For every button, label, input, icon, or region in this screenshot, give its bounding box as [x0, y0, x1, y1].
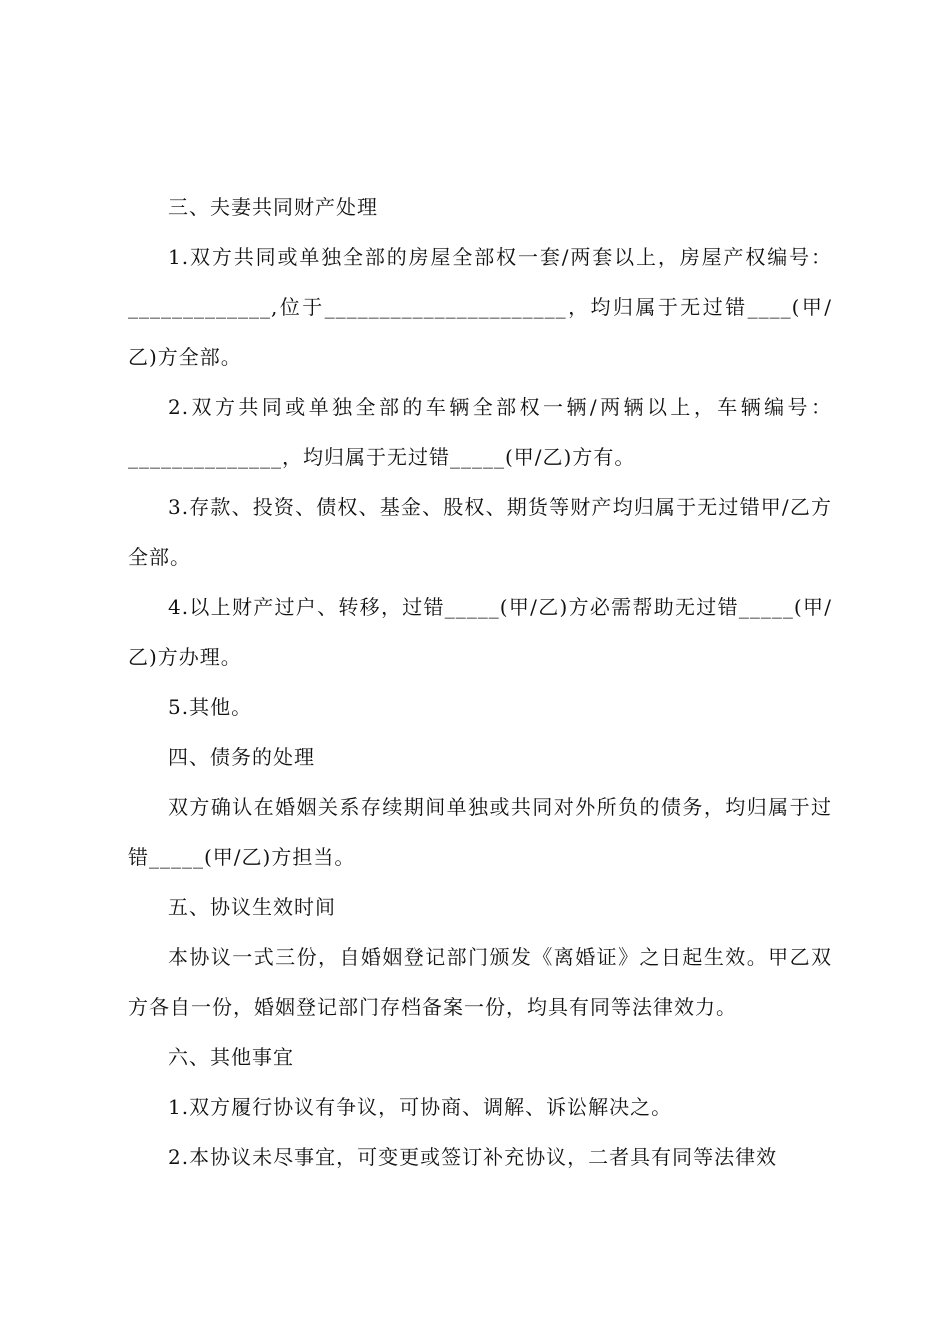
clause-supplement: 2.本协议未尽事宜，可变更或签订补充协议，二者具有同等法律效: [168, 1145, 778, 1169]
section-heading-property: 三、夫妻共同财产处理: [168, 195, 378, 219]
clause-vehicle: 2.双方共同或单独全部的车辆全部权一辆/两辆以上，车辆编号：______________，均归属于无过错_____(甲/乙)方有。: [128, 395, 832, 469]
section-heading-debt: 四、债务的处理: [168, 745, 315, 769]
section-heading-effective-time: 五、协议生效时间: [168, 895, 336, 919]
document-body: [128, 182, 832, 1182]
clause-transfer: 4.以上财产过户、转移，过错_____(甲/乙)方必需帮助无过错_____(甲/乙)方办理。: [128, 595, 832, 669]
section-heading-misc: 六、其他事宜: [168, 1045, 294, 1069]
clause-financial-assets: 3.存款、投资、债权、基金、股权、期货等财产均归属于无过错甲/乙方全部。: [128, 495, 832, 569]
clause-debt: 双方确认在婚姻关系存续期间单独或共同对外所负的债务，均归属于过错_____(甲/乙)方担当。: [128, 795, 832, 869]
clause-other: 5.其他。: [168, 695, 253, 719]
clause-dispute: 1.双方履行协议有争议，可协商、调解、诉讼解决之。: [168, 1095, 673, 1119]
clause-effective: 本协议一式三份，自婚姻登记部门颁发《离婚证》之日起生效。甲乙双方各自一份，婚姻登记部门存档备案一份，均具有同等法律效力。: [128, 945, 832, 1019]
clause-house: 1.双方共同或单独全部的房屋全部权一套/两套以上，房屋产权编号：_____________,位于______________________，均归属于无过错____(甲/乙)方全部。: [128, 245, 832, 369]
